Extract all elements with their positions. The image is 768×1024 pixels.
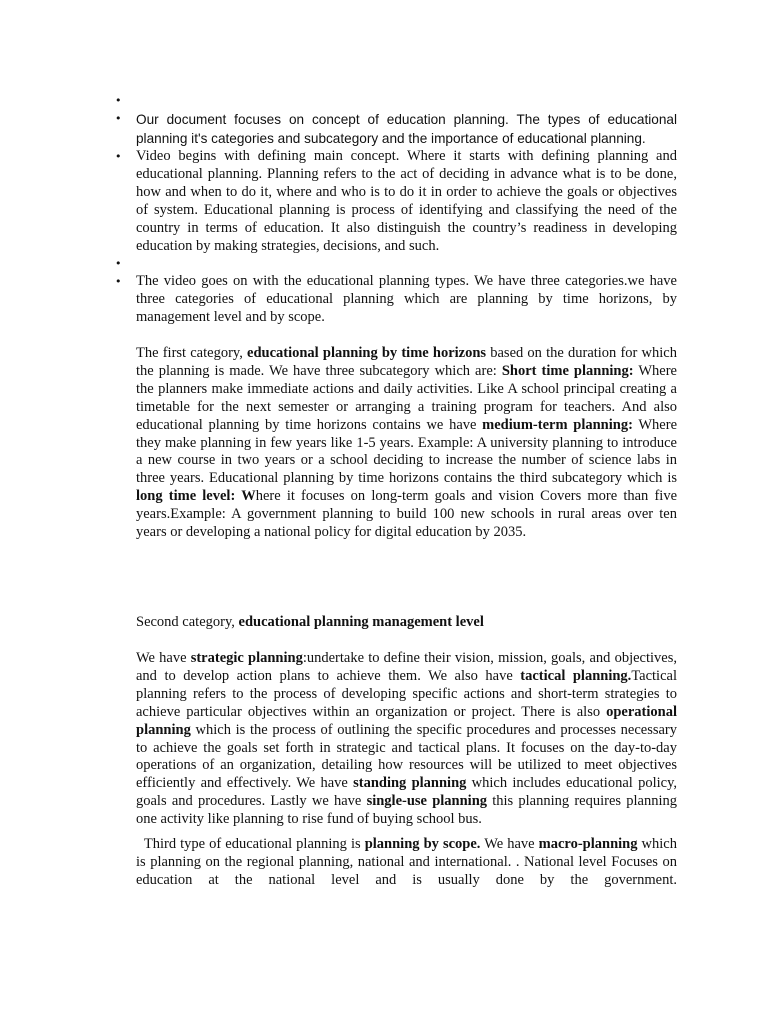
bullet-item-planning-types — [115, 273, 677, 327]
bold-term: tactical planning. — [520, 667, 632, 684]
bullet-icon: • — [115, 150, 122, 163]
bold-term: standing planning — [353, 775, 467, 792]
empty-bullet-item — [115, 255, 677, 273]
bullet-item-main-concept — [115, 148, 677, 255]
text-run: which is planning on the regional planning, national and international. . National level Focuses on education at the national level and is usually done by the government. — [136, 836, 677, 888]
paragraph-management-level — [136, 650, 677, 829]
bullet-text: Our document focuses on concept of education planning. The types of educational planning it's categories and subcategory and the importance of educational planning. — [136, 112, 677, 146]
bold-term: long time level: W — [136, 488, 256, 505]
bullet-icon: • — [115, 275, 122, 289]
text-run: Where the planners make immediate actions and daily activities. Like A school principal creating a timetable for the next semester or arranging a training program for teachers. And also educational planning by time horizons contains we have — [136, 362, 677, 433]
bold-term: macro-planning — [538, 836, 638, 852]
bold-term: educational planning management level — [238, 614, 484, 630]
text-run: We have — [136, 650, 191, 666]
text-run: this planning requires planning one activity like planning to rise fund of buying school bus. — [136, 793, 677, 828]
text-run: We have — [480, 836, 539, 852]
text-run: which includes educational policy, goals and procedures. Lastly we have — [136, 775, 677, 810]
bullet-text: The video goes on with the educational planning types. We have three categories.we have three categories of educational planning which are planning by time horizons, by management level and by scope. — [136, 273, 677, 326]
bullet-text: Video begins with defining main concept. Where it starts with defining planning and educational planning. Planning refers to the act of deciding in advance what is to be done, how and when to do it, where and who is to do it in order to achieve the goals or objectives of system. Educational planning is process of identifying and classifying the need of the country in terms of education. It also distinguish the country’s readiness in developing education by making strategies, decisions, and such. — [136, 148, 677, 254]
bold-term: educational planning by time horizons — [247, 345, 487, 361]
text-run: here it focuses on long-term goals and vision Covers more than five years.Example: A government planning to build 100 new schools in rural areas over ten years or developing a national policy for digital education by 2035. — [136, 488, 678, 541]
bold-term: Short time planning: — [501, 362, 634, 379]
text-run: based on the duration for which the planning is made. We have three subcategory which are: — [136, 345, 677, 379]
text-run: The first category, — [136, 345, 248, 361]
paragraph-second-category-heading — [136, 614, 677, 632]
bullet-list — [115, 92, 677, 327]
bold-term: single-use planning — [366, 793, 488, 810]
text-run: Second category, — [136, 614, 239, 630]
paragraph-third-category — [136, 836, 677, 890]
bold-term: medium-term planning: — [482, 416, 633, 433]
bold-term: operational planning — [136, 703, 677, 738]
paragraph-first-category — [136, 345, 677, 542]
bullet-icon: • — [115, 112, 122, 125]
text-run: Where they make planning in few years like 1-5 years. Example: A university planning to introduce a new course in two years or a school deciding to increase the number of science labs in three years. Educational planning by time horizons contains the third subcategory which is — [136, 416, 678, 487]
text-run: :undertake to define their vision, mission, goals, and objectives, and to develop action plans to achieve them. We also have — [136, 650, 677, 684]
bullet-icon: • — [115, 94, 122, 107]
text-run: which is the process of outlining the specific procedures and processes necessary to achieve the goals set forth in strategic and tactical plans. It focuses on the day-to-day operations of an organization, detailing how resources will be utilized to meet objectives efficiently and effectively. We have — [136, 721, 677, 792]
text-run: Third type of educational planning is — [136, 836, 365, 852]
bold-term: strategic planning — [190, 650, 303, 666]
text-run: Tactical planning refers to the process of developing specific actions and short-term strategies to achieve particular objectives within an organization or project. There is also — [136, 667, 677, 720]
bold-term: planning by scope. — [364, 836, 481, 852]
bullet-icon: • — [115, 257, 122, 271]
empty-bullet-item — [115, 92, 677, 110]
bullet-item-document-focus — [115, 110, 677, 148]
